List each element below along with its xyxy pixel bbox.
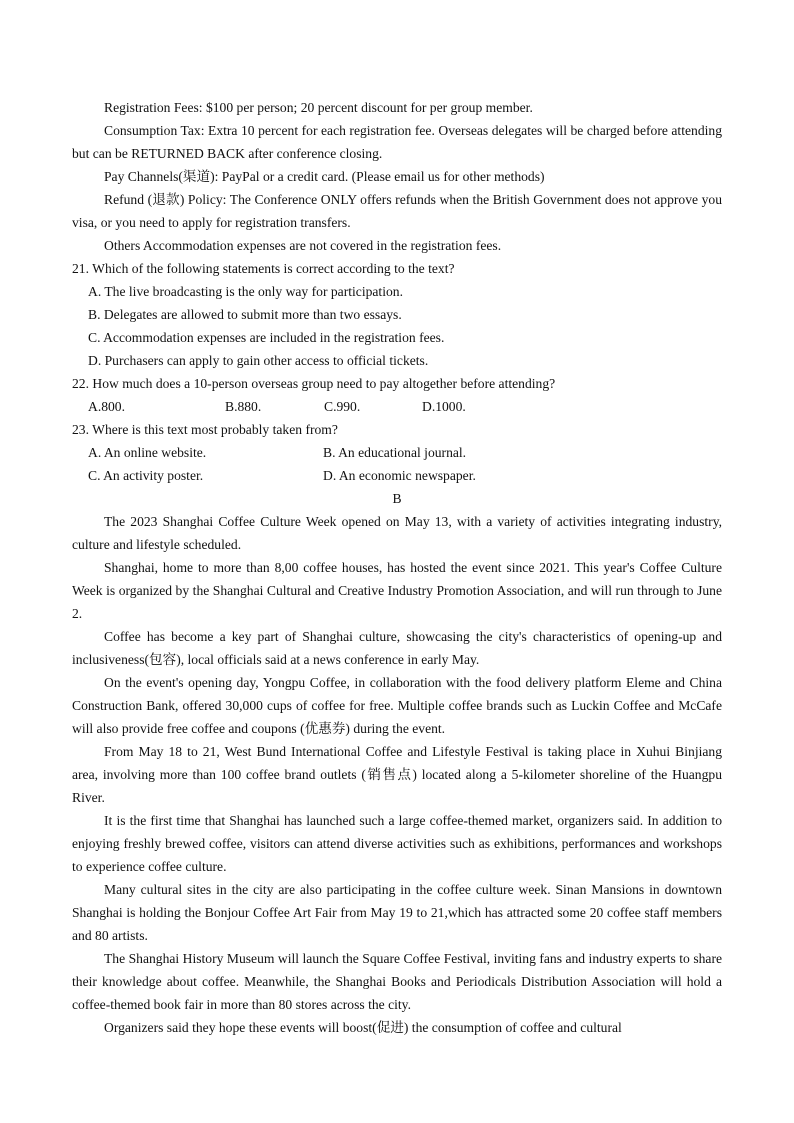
passage-paragraph: The Shanghai History Museum will launch the Square Coffee Festival, inviting fans and industry experts to share their knowledge about coffee. Meanwhile, the Shanghai Books and Periodicals Distribution Association will hold a coffee-themed book fair in more than 80 stores across the city. xyxy=(72,951,722,1012)
question-21 xyxy=(72,257,722,372)
passage-paragraph: Many cultural sites in the city are also participating in the coffee culture week. Sinan Mansions in downtown Shanghai is holding the Bonjour Coffee Art Fair from May 19 to 21,which has attracted some 20 coffee staff members and 80 artists. xyxy=(72,882,722,943)
passage-paragraph: Shanghai, home to more than 8,00 coffee houses, has hosted the event since 2021. This year's Coffee Culture Week is organized by the Shanghai Cultural and Creative Industry Promotion Association, and will run through to June 2. xyxy=(72,560,722,621)
section-heading: B xyxy=(392,491,402,506)
passage-paragraph: Coffee has become a key part of Shanghai culture, showcasing the city's characteristics of opening-up and inclusiveness(包容), local officials said at a news conference in early May. xyxy=(72,629,722,667)
document-page xyxy=(72,96,722,1039)
question-stem: 21. Which of the following statements is correct according to the text? xyxy=(72,261,455,276)
question-23 xyxy=(72,418,722,487)
option-d: D. An economic newspaper. xyxy=(323,468,476,483)
passage-a-details xyxy=(72,96,722,257)
option-c: C.990. xyxy=(324,399,361,414)
question-22 xyxy=(72,372,722,418)
passage-paragraph: From May 18 to 21, West Bund International Coffee and Lifestyle Festival is taking place in Xuhui Binjiang area, involving more than 100 coffee brand outlets (销售点) located along a 5-kilometer shoreline of the Huangpu River. xyxy=(72,744,722,805)
option-c: C. An activity poster. xyxy=(88,468,204,483)
option-d: D.1000. xyxy=(422,399,466,414)
refund-policy-paragraph: Refund (退款) Policy: The Conference ONLY offers refunds when the British Government does not approve you visa, or you need to apply for registration transfers. xyxy=(72,192,722,230)
option-d: D. Purchasers can apply to gain other access to official tickets. xyxy=(88,353,429,368)
accommodation-paragraph: Others Accommodation expenses are not covered in the registration fees. xyxy=(104,238,502,253)
option-c: C. Accommodation expenses are included in the registration fees. xyxy=(88,330,445,345)
option-b: B. Delegates are allowed to submit more than two essays. xyxy=(88,307,402,322)
option-b: B. An educational journal. xyxy=(323,445,467,460)
option-a: A. An online website. xyxy=(88,445,207,460)
consumption-tax-paragraph: Consumption Tax: Extra 10 percent for each registration fee. Overseas delegates will be charged before attending but can be RETURNED BACK after conference closing. xyxy=(72,123,722,161)
question-stem: 22. How much does a 10-person overseas group need to pay altogether before attending? xyxy=(72,376,556,391)
question-stem: 23. Where is this text most probably taken from? xyxy=(72,422,338,437)
registration-fees-paragraph: Registration Fees: $100 per person; 20 percent discount for per group member. xyxy=(104,100,533,115)
passage-b xyxy=(72,510,722,1039)
options-row xyxy=(72,464,722,487)
passage-paragraph: Organizers said they hope these events will boost(促进) the consumption of coffee and cultural xyxy=(104,1020,622,1035)
passage-paragraph: It is the first time that Shanghai has launched such a large coffee-themed market, organizers said. In addition to enjoying freshly brewed coffee, visitors can attend diverse activities such as exhibitions, performances and workshops to experience coffee culture. xyxy=(72,813,722,874)
option-a: A.800. xyxy=(88,399,126,414)
pay-channels-paragraph: Pay Channels(渠道): PayPal or a credit card. (Please email us for other methods) xyxy=(104,169,545,184)
options-row xyxy=(72,441,722,464)
options-row xyxy=(72,395,722,418)
passage-paragraph: On the event's opening day, Yongpu Coffee, in collaboration with the food delivery platform Eleme and China Construction Bank, offered 30,000 cups of coffee for free. Multiple coffee brands such as Luckin Coffee and McCafe will also provide free coffee and coupons (优惠券) during the event. xyxy=(72,675,722,736)
option-a: A. The live broadcasting is the only way for participation. xyxy=(88,284,403,299)
option-b: B.880. xyxy=(225,399,262,414)
passage-paragraph: The 2023 Shanghai Coffee Culture Week opened on May 13, with a variety of activities integrating industry, culture and lifestyle scheduled. xyxy=(72,514,722,552)
